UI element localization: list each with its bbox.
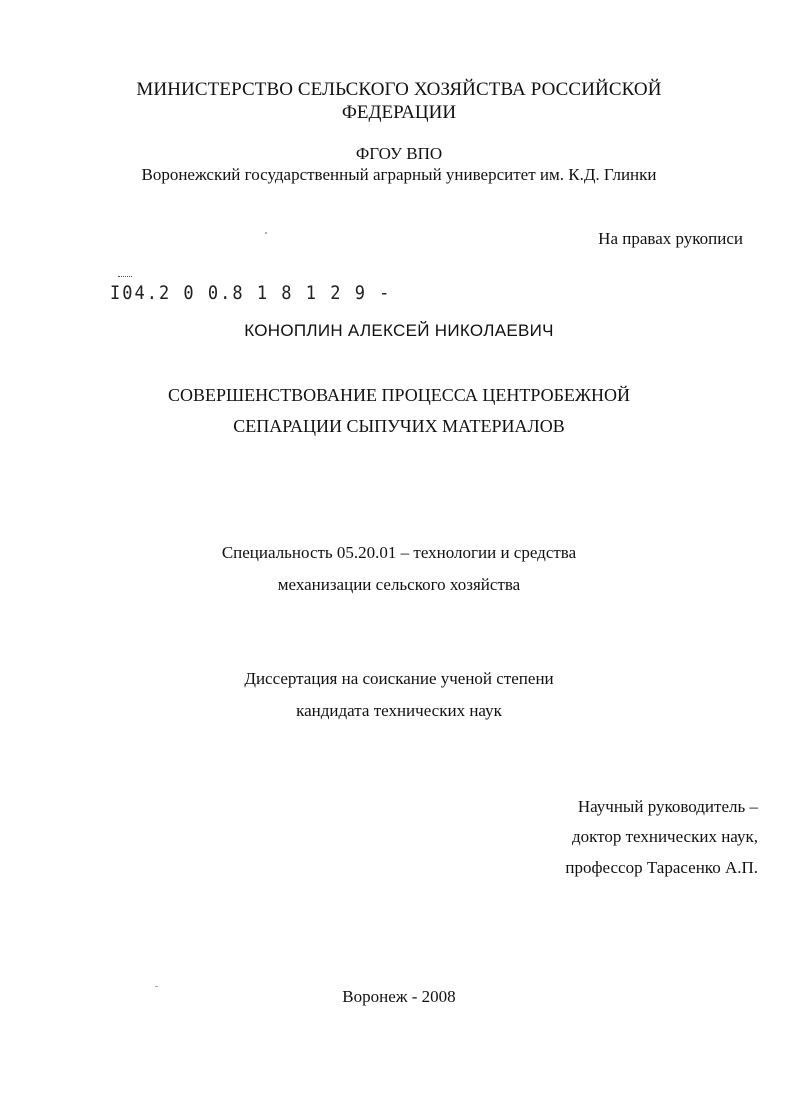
supervisor-line-2: доктор технических наук,	[571, 827, 758, 846]
supervisor-line-3: профессор Тарасенко А.П.	[565, 858, 758, 877]
degree-line-1: Диссертация на соискание ученой степени	[244, 669, 554, 688]
stamp-tick-mark	[118, 276, 132, 278]
ministry-line-2: ФЕДЕРАЦИИ	[341, 102, 457, 123]
degree-line-2: кандидата технических наук	[296, 701, 502, 720]
ministry-line-1: МИНИСТЕРСТВО СЕЛЬСКОГО ХОЗЯЙСТВА РОССИЙСКОЙ	[136, 79, 662, 100]
author-name: КОНОПЛИН АЛЕКСЕЙ НИКОЛАЕВИЧ	[244, 321, 554, 340]
manuscript-note: На правах рукописи	[598, 229, 743, 248]
city-year: Воронеж - 2008	[342, 987, 456, 1006]
registry-stamp: I04.2 0 0.8 1 8 1 2 9 -	[110, 282, 392, 305]
supervisor-line-1: Научный руководитель –	[577, 797, 758, 816]
specialty-line-2: механизации сельского хозяйства	[277, 575, 521, 594]
scan-speck	[265, 232, 267, 234]
university-name: Воронежский государственный аграрный университет им. К.Д. Глинки	[141, 165, 657, 184]
institution-type: ФГОУ ВПО	[355, 144, 443, 163]
thesis-title-line-1: СОВЕРШЕНСТВОВАНИЕ ПРОЦЕССА ЦЕНТРОБЕЖНОЙ	[167, 385, 631, 405]
specialty-line-1: Специальность 05.20.01 – технологии и средства	[221, 543, 577, 562]
thesis-title-line-2: СЕПАРАЦИИ СЫПУЧИХ МАТЕРИАЛОВ	[233, 416, 565, 436]
